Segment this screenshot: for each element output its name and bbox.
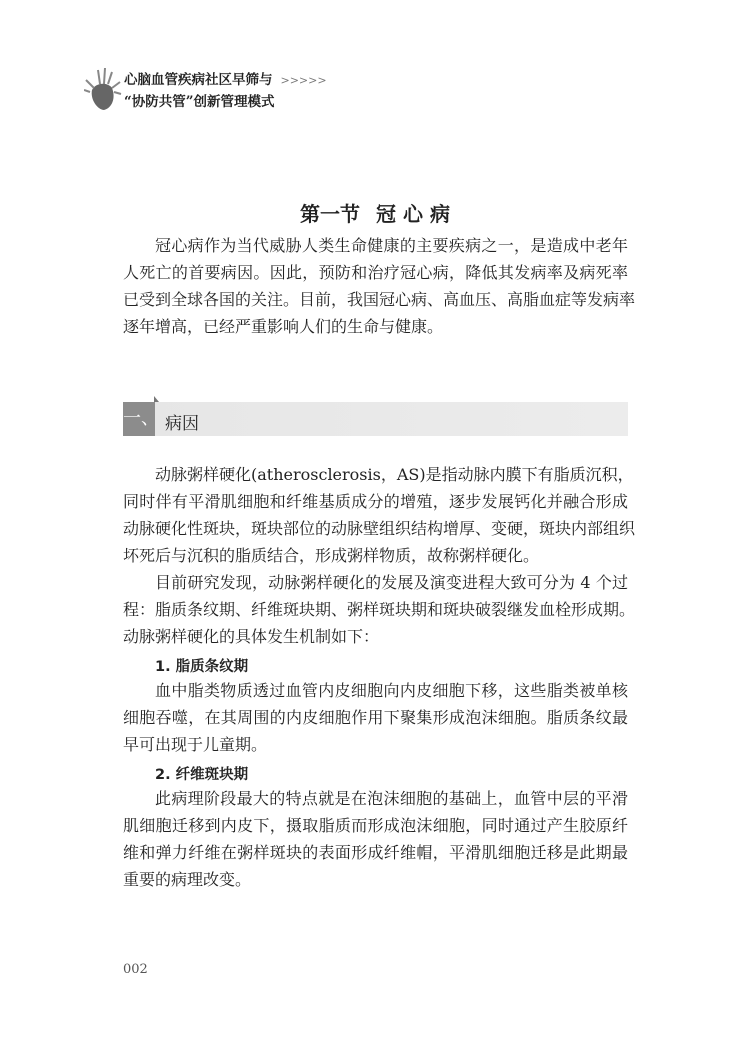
section-label: 病因	[165, 414, 199, 434]
section-number: 一、	[123, 402, 155, 436]
text-line: 维和弹力纤维在粥样斑块的表面形成纤维帽，平滑肌细胞迁移是此期最	[123, 843, 628, 862]
section-heading	[123, 402, 628, 436]
section-title	[0, 198, 750, 227]
text-line: 冠心病作为当代威胁人类生命健康的主要疾病之一，是造成中老年	[155, 236, 628, 255]
page-number: 002	[123, 962, 148, 977]
subheading: 2. 纤维斑块期	[155, 767, 249, 783]
text-line: 目前研究发现，动脉粥样硬化的发展及演变进程大致可分为 4 个过	[155, 573, 628, 592]
text-line: 肌细胞迁移到内皮下，摄取脂质而形成泡沫细胞，同时通过产生胶原纤	[123, 816, 628, 835]
text-line: 同时伴有平滑肌细胞和纤维基质成分的增殖，逐步发展钙化并融合形成	[123, 492, 628, 511]
text-line: 动脉粥样硬化的具体发生机制如下：	[123, 627, 380, 646]
text-line: 程：脂质条纹期、纤维斑块期、粥样斑块期和斑块破裂继发血栓形成期。	[123, 600, 636, 619]
text-line: 动脉硬化性斑块，斑块部位的动脉壁组织结构增厚、变硬，斑块内部组织	[123, 519, 636, 538]
text-line: 早可出现于儿童期。	[123, 735, 268, 754]
title-part-1: 第一节	[300, 202, 361, 226]
text-line: 此病理阶段最大的特点就是在泡沫细胞的基础上，血管中层的平滑	[155, 789, 628, 808]
text-line: 细胞吞噬，在其周围的内皮细胞作用下聚集形成泡沫细胞。脂质条纹最	[123, 708, 628, 727]
title-part-2: 冠 心 病	[376, 202, 450, 226]
text-line: 血中脂类物质透过血管内皮细胞向内皮细胞下移，这些脂类被单核	[155, 681, 628, 700]
text-line: 人死亡的首要病因。因此，预防和治疗冠心病，降低其发病率及病死率	[123, 263, 628, 282]
text-line: 重要的病理改变。	[123, 870, 252, 889]
text-line: 逐年增高，已经严重影响人们的生命与健康。	[123, 317, 444, 336]
text-line: 动脉粥样硬化(atherosclerosis，AS)是指动脉内膜下有脂质沉积，	[155, 465, 634, 484]
text-line: 已受到全球各国的关注。目前，我国冠心病、高血压、高脂血症等发病率	[123, 290, 636, 309]
subheading: 1. 脂质条纹期	[155, 659, 249, 675]
header-arrows: >>>>>	[280, 74, 327, 87]
heart-logo-icon	[84, 66, 122, 112]
header-line-2: “协防共管”创新管理模式	[124, 94, 275, 110]
text-line: 坏死后与沉积的脂质结合，形成粥样物质，故称粥样硬化。	[123, 546, 540, 565]
header-line-1: 心脑血管疾病社区早筛与	[124, 72, 273, 88]
